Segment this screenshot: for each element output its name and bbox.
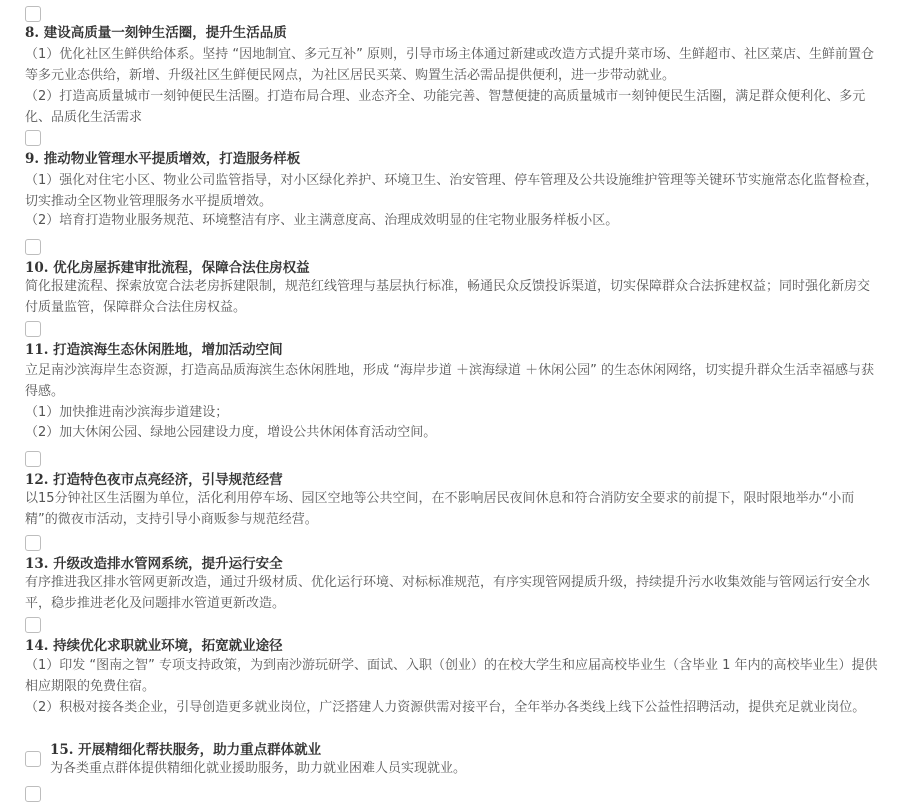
item-checkbox[interactable] bbox=[25, 617, 41, 633]
item-paragraph: （2）培育打造物业服务规范、环境整洁有序、业主满意度高、治理成效明显的住宅物业服务样板小区。 bbox=[25, 213, 619, 228]
item-checkbox[interactable] bbox=[25, 6, 41, 22]
item-title: 14. 持续优化求职就业环境，拓宽就业途径 bbox=[25, 638, 283, 654]
item-paragraph: 为各类重点群体提供精细化就业援助服务，助力就业困难人员实现就业。 bbox=[50, 761, 467, 776]
item-paragraph: （2）加大休闲公园、绿地公园建设力度，增设公共休闲体育活动空间。 bbox=[25, 425, 437, 440]
item-paragraph: （1）印发 “图南之智” 专项支持政策，为到南沙游玩研学、面试、入职（创业）的在校大学生和应届高校毕业生（含毕业 1 年内的高校毕业生）提供相应期限的免费住宿。 bbox=[25, 658, 878, 694]
item-title: 13. 升级改造排水管网系统，提升运行安全 bbox=[25, 556, 283, 572]
item-title: 9. 推动物业管理水平提质增效，打造服务样板 bbox=[25, 151, 301, 167]
item-paragraph: （2）打造高质量城市一刻钟便民生活圈。打造布局合理、业态齐全、功能完善、智慧便捷的高质量城市一刻钟便民生活圈，满足群众便利化、多元化、品质化生活需求 bbox=[25, 89, 866, 125]
item-paragraph: （1）优化社区生鲜供给体系。坚持 “因地制宜、多元互补” 原则，引导市场主体通过新建或改造方式提升菜市场、生鲜超市、社区菜店、生鲜前置仓等多元业态供给，新增、升级社区生鲜便民网点，为社区居民买菜、购置生活必需品提供便利，进一步带动就业。 bbox=[25, 47, 875, 83]
item-checkbox[interactable] bbox=[25, 451, 41, 467]
item-paragraph: 以15分钟社区生活圈为单位，活化利用停车场、园区空地等公共空间，在不影响居民夜间休息和符合消防安全要求的前提下，限时限地举办“小而精”的微夜市活动，支持引导小商贩参与规范经营。 bbox=[25, 491, 855, 527]
item-checkbox[interactable] bbox=[25, 535, 41, 551]
item-paragraph: （1）强化对住宅小区、物业公司监管指导，对小区绿化养护、环境卫生、治安管理、停车管理及公共设施维护管理等关键环节实施常态化监督检查，切实推动全区物业管理服务水平提质增效。 bbox=[25, 173, 879, 209]
item-checkbox[interactable] bbox=[25, 786, 41, 802]
item-title: 10. 优化房屋拆建审批流程，保障合法住房权益 bbox=[25, 260, 310, 276]
item-paragraph: 有序推进我区排水管网更新改造，通过升级材质、优化运行环境、对标标准规范，有序实现管网提质升级，持续提升污水收集效能与管网运行安全水平，稳步推进老化及问题排水管道更新改造。 bbox=[25, 575, 871, 611]
item-checkbox[interactable] bbox=[25, 239, 41, 255]
item-checkbox[interactable] bbox=[25, 321, 41, 337]
item-checkbox[interactable] bbox=[25, 751, 41, 767]
item-title: 12. 打造特色夜市点亮经济，引导规范经营 bbox=[25, 472, 283, 488]
item-paragraph: 简化报建流程、探索放宽合法老房拆建限制，规范红线管理与基层执行标准，畅通民众反馈投诉渠道，切实保障群众合法拆建权益；同时强化新房交付质量监管，保障群众合法住房权益。 bbox=[25, 279, 871, 315]
item-title: 11. 打造滨海生态休闲胜地，增加活动空间 bbox=[25, 342, 283, 358]
item-paragraph: 立足南沙滨海岸生态资源，打造高品质海滨生态休闲胜地，形成 “海岸步道 ＋滨海绿道 ＋休闲公园” 的生态休闲网络，切实提升群众生活幸福感与获得感。 bbox=[25, 363, 874, 399]
item-title: 15. 开展精细化帮扶服务，助力重点群体就业 bbox=[50, 742, 322, 758]
item-title: 8. 建设高质量一刻钟生活圈，提升生活品质 bbox=[25, 25, 287, 41]
item-paragraph: （1）加快推进南沙滨海步道建设； bbox=[25, 405, 229, 420]
item-checkbox[interactable] bbox=[25, 130, 41, 146]
item-paragraph: （2）积极对接各类企业，引导创造更多就业岗位，广泛搭建人力资源供需对接平台，全年举办各类线上线下公益性招聘活动，提供充足就业岗位。 bbox=[25, 700, 866, 715]
